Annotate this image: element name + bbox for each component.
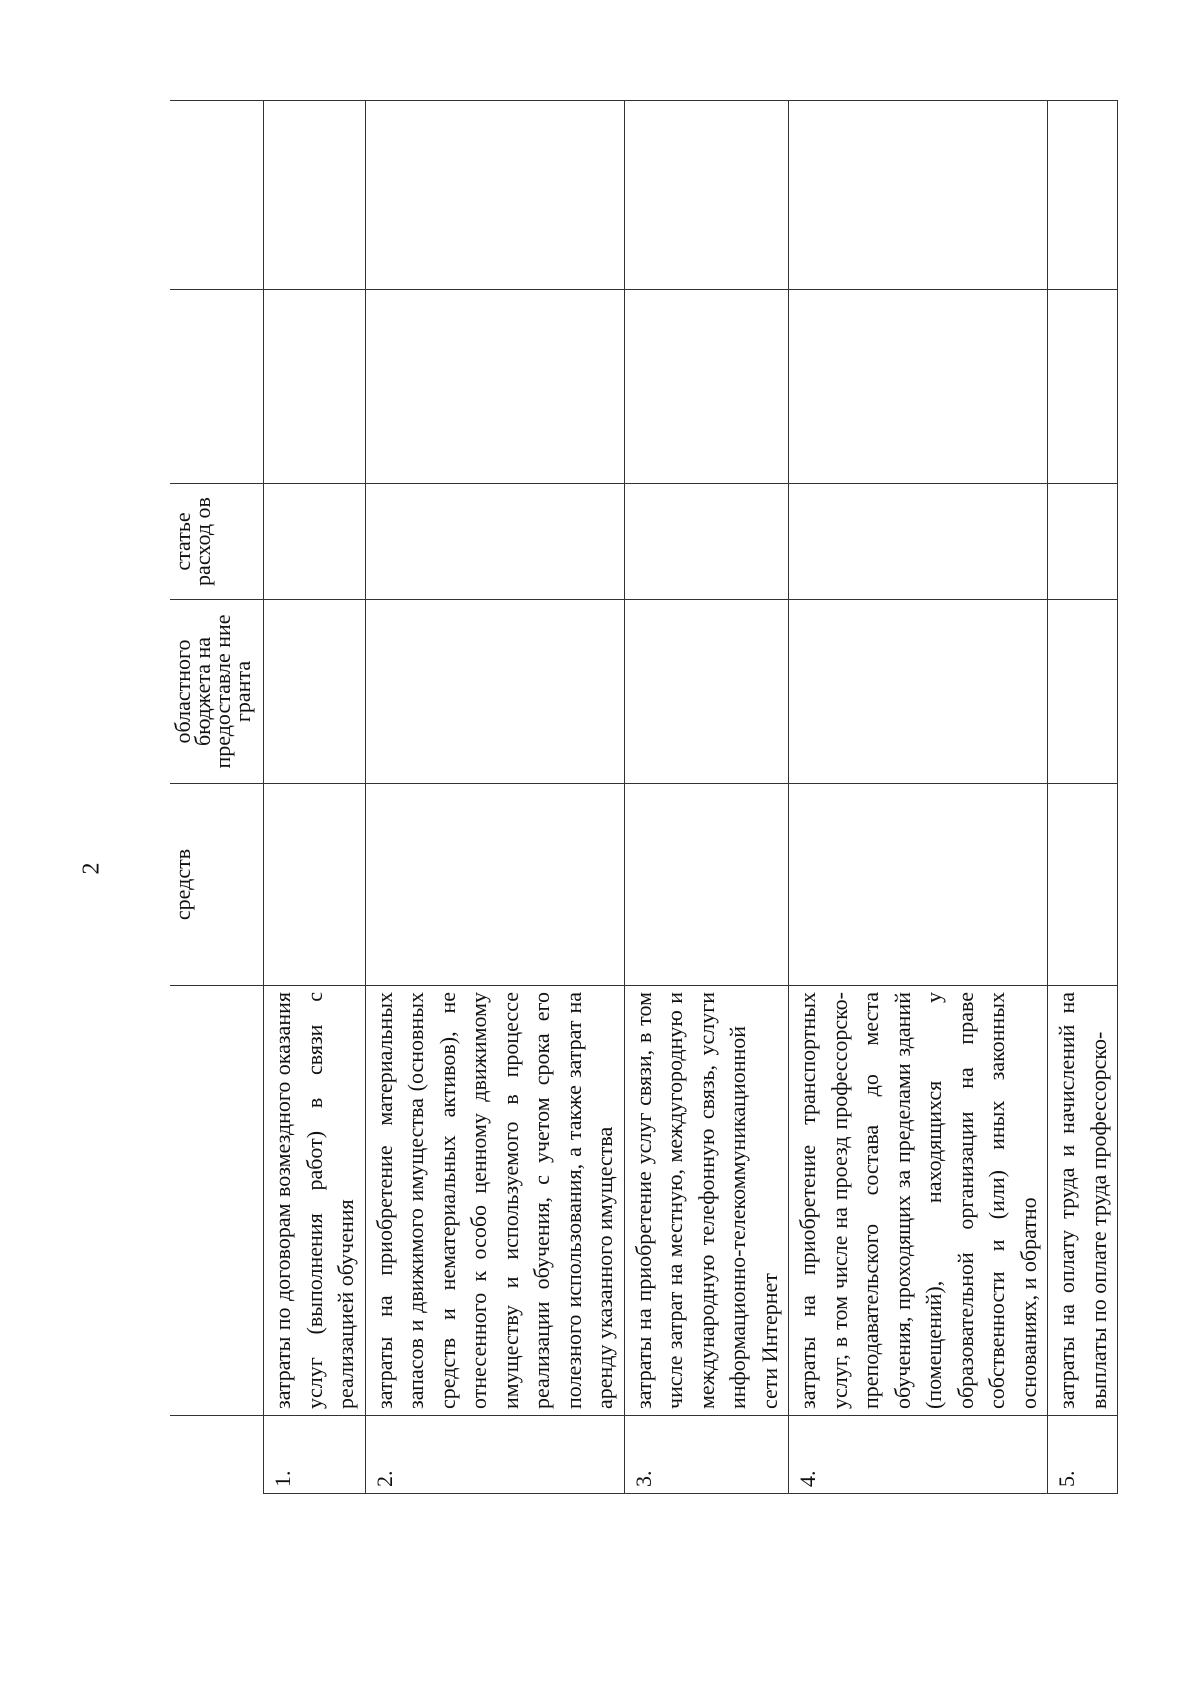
row-number: 5. <box>1048 1416 1118 1494</box>
table-cell <box>1048 290 1118 484</box>
table-cell <box>264 600 366 784</box>
header-cell-article: статье расход ов <box>171 484 264 600</box>
row-number: 2. <box>365 1416 624 1494</box>
row-number: 1. <box>264 1416 366 1494</box>
table-row <box>264 101 366 1494</box>
table-row <box>365 101 624 1494</box>
table-cell <box>789 600 1048 784</box>
table-cell <box>789 484 1048 600</box>
table-cell <box>624 784 789 986</box>
table-header-row <box>171 101 264 1494</box>
table-cell <box>789 784 1048 986</box>
header-cell-empty-6 <box>171 290 264 484</box>
table-cell <box>624 600 789 784</box>
table-cell <box>365 784 624 986</box>
expense-table <box>170 100 1118 1494</box>
row-description: затраты на приобретение транспортных услуг, в том числе на проезд профессорско-преподавательского состава до места обучения, проходящих за пределами зданий (помещений), находящихся у образовательной организации на праве собственности и (или) иных законных основаниях, и обратно <box>789 986 1048 1416</box>
row-number: 4. <box>789 1416 1048 1494</box>
row-description: затраты на оплату труда и начислений на выплаты по оплате труда профессорско- <box>1048 986 1118 1416</box>
table-row <box>624 101 789 1494</box>
header-cell-empty-7 <box>171 101 264 290</box>
row-description: затраты на приобретение услуг связи, в том числе затрат на местную, междугородную и международную телефонную связь, услуги информационно-телекоммуникационной сети Интернет <box>624 986 789 1416</box>
table-cell <box>264 290 366 484</box>
page-number: 2 <box>78 862 105 875</box>
row-description: затраты по договорам возмездного оказания услуг (выполнения работ) в связи с реализацией обучения <box>264 986 366 1416</box>
table-cell <box>789 101 1048 290</box>
table-cell <box>365 484 624 600</box>
table-row <box>789 101 1048 1494</box>
header-cell-num <box>171 1416 264 1494</box>
table-cell <box>624 484 789 600</box>
header-cell-desc <box>171 986 264 1416</box>
row-number: 3. <box>624 1416 789 1494</box>
table-cell <box>264 484 366 600</box>
table-cell <box>365 600 624 784</box>
table-cell <box>1048 784 1118 986</box>
table-cell <box>1048 484 1118 600</box>
table-cell <box>1048 101 1118 290</box>
rotated-table-wrapper <box>170 101 1111 1494</box>
table-cell <box>365 290 624 484</box>
table-cell <box>1048 600 1118 784</box>
table-cell <box>624 290 789 484</box>
table-cell <box>365 101 624 290</box>
table-cell <box>264 784 366 986</box>
table-cell <box>624 101 789 290</box>
header-cell-sredstv: средств <box>171 784 264 986</box>
table-cell <box>789 290 1048 484</box>
row-description: затраты на приобретение материальных запасов и движимого имущества (основных средств и нематериальных активов), не отнесенного к особо ценному движимому имуществу и используемого в процессе реализации обучения, с учетом срока его полезного использования, а также затрат на аренду указанного имущества <box>365 986 624 1416</box>
table-cell <box>264 101 366 290</box>
table-row <box>1048 101 1118 1494</box>
header-cell-budget: областного бюджета на предоставле ние гранта <box>171 600 264 784</box>
